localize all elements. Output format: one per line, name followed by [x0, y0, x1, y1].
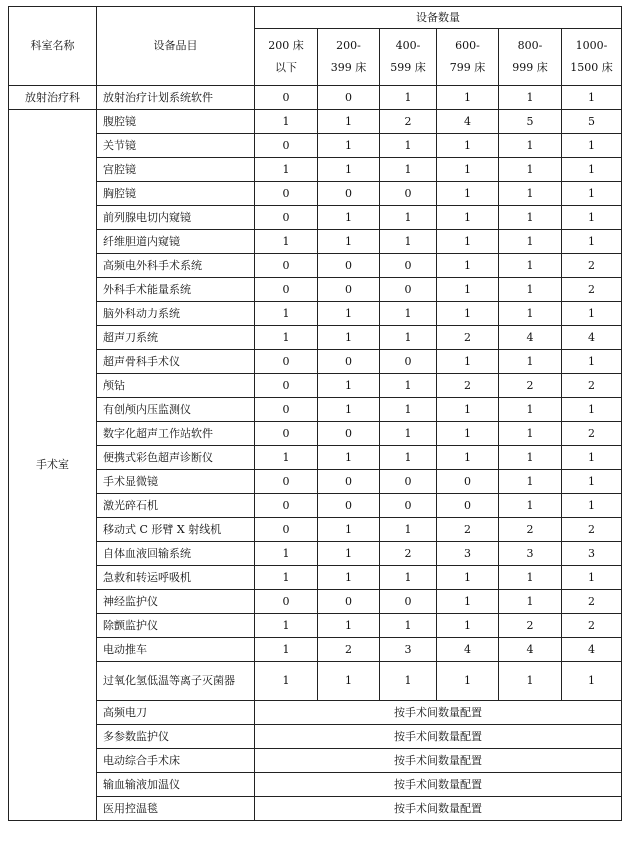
quantity-cell: 0	[255, 86, 318, 110]
quantity-cell: 1	[499, 278, 562, 302]
quantity-cell: 1	[255, 302, 318, 326]
quantity-cell: 0	[318, 182, 380, 206]
quantity-cell: 0	[255, 398, 318, 422]
quantity-cell: 4	[562, 638, 622, 662]
header-bed-range-line: 799 床	[449, 61, 486, 74]
table-row	[9, 725, 622, 749]
quantity-cell: 1	[499, 230, 562, 254]
equipment-item-cell: 纤维胆道内窥镜	[97, 230, 255, 254]
quantity-cell: 2	[499, 518, 562, 542]
quantity-cell: 1	[562, 446, 622, 470]
quantity-cell: 0	[318, 494, 380, 518]
header-bed-range-line: 200 床	[268, 39, 304, 52]
quantity-cell: 1	[499, 254, 562, 278]
quantity-cell: 2	[437, 518, 499, 542]
quantity-cell: 2	[562, 590, 622, 614]
quantity-cell: 1	[380, 230, 437, 254]
quantity-cell: 1	[318, 374, 380, 398]
quantity-cell: 0	[380, 470, 437, 494]
header-quantity-group: 设备数量	[255, 7, 622, 29]
table-row	[9, 254, 622, 278]
quantity-cell: 1	[318, 518, 380, 542]
quantity-cell: 2	[499, 374, 562, 398]
header-item: 设备品目	[97, 7, 255, 86]
equipment-item-cell: 移动式 C 形臂 X 射线机	[97, 518, 255, 542]
quantity-cell: 1	[255, 566, 318, 590]
table-row	[9, 773, 622, 797]
equipment-item-cell: 急救和转运呼吸机	[97, 566, 255, 590]
header-bed-range	[562, 29, 622, 86]
quantity-cell: 1	[562, 662, 622, 701]
quantity-cell: 1	[499, 494, 562, 518]
config-note-cell: 按手术间数量配置	[255, 749, 622, 773]
quantity-cell: 1	[380, 566, 437, 590]
quantity-cell: 1	[499, 350, 562, 374]
quantity-cell: 1	[562, 158, 622, 182]
quantity-cell: 1	[562, 182, 622, 206]
table-row	[9, 638, 622, 662]
quantity-cell: 0	[380, 494, 437, 518]
quantity-cell: 1	[499, 398, 562, 422]
quantity-cell: 0	[255, 374, 318, 398]
quantity-cell: 1	[255, 446, 318, 470]
equipment-item-cell: 超声骨科手术仪	[97, 350, 255, 374]
quantity-cell: 0	[318, 254, 380, 278]
equipment-item-cell: 输血输液加温仪	[97, 773, 255, 797]
table-row	[9, 797, 622, 821]
quantity-cell: 2	[380, 110, 437, 134]
equipment-item-cell: 神经监护仪	[97, 590, 255, 614]
quantity-cell: 1	[499, 86, 562, 110]
quantity-cell: 1	[255, 230, 318, 254]
table-row	[9, 158, 622, 182]
quantity-cell: 3	[562, 542, 622, 566]
equipment-item-cell: 外科手术能量系统	[97, 278, 255, 302]
header-bed-range-line: 以下	[275, 61, 297, 74]
equipment-item-cell: 高频电刀	[97, 701, 255, 725]
quantity-cell: 1	[255, 638, 318, 662]
quantity-cell: 0	[380, 350, 437, 374]
quantity-cell: 0	[255, 470, 318, 494]
table-row	[9, 302, 622, 326]
quantity-cell: 0	[380, 182, 437, 206]
quantity-cell: 3	[499, 542, 562, 566]
quantity-cell: 0	[318, 350, 380, 374]
header-bed-range	[255, 29, 318, 86]
table-row	[9, 749, 622, 773]
quantity-cell: 0	[318, 86, 380, 110]
quantity-cell: 1	[255, 614, 318, 638]
quantity-cell: 1	[499, 182, 562, 206]
quantity-cell: 1	[380, 422, 437, 446]
quantity-cell: 1	[380, 86, 437, 110]
table-row	[9, 134, 622, 158]
table-row	[9, 350, 622, 374]
quantity-cell: 4	[499, 638, 562, 662]
quantity-cell: 1	[318, 206, 380, 230]
quantity-cell: 1	[255, 542, 318, 566]
table-row	[9, 110, 622, 134]
quantity-cell: 4	[437, 638, 499, 662]
quantity-cell: 1	[318, 110, 380, 134]
header-bed-range	[437, 29, 499, 86]
quantity-cell: 1	[499, 446, 562, 470]
equipment-item-cell: 高频电外科手术系统	[97, 254, 255, 278]
table-row	[9, 446, 622, 470]
quantity-cell: 1	[380, 326, 437, 350]
quantity-cell: 1	[318, 542, 380, 566]
quantity-cell: 1	[380, 206, 437, 230]
header-bed-range	[499, 29, 562, 86]
quantity-cell: 3	[380, 638, 437, 662]
config-note-cell: 按手术间数量配置	[255, 773, 622, 797]
quantity-cell: 1	[499, 566, 562, 590]
equipment-item-cell: 多参数监护仪	[97, 725, 255, 749]
quantity-cell: 0	[255, 518, 318, 542]
quantity-cell: 4	[437, 110, 499, 134]
header-bed-range-line: 1500 床	[570, 61, 613, 74]
quantity-cell: 1	[437, 230, 499, 254]
table-row	[9, 182, 622, 206]
quantity-cell: 0	[318, 422, 380, 446]
table-row	[9, 230, 622, 254]
dept-name-cell: 手术室	[9, 110, 97, 821]
header-bed-range-line: 399 床	[330, 61, 367, 74]
quantity-cell: 1	[437, 86, 499, 110]
equipment-item-cell: 电动综合手术床	[97, 749, 255, 773]
quantity-cell: 5	[562, 110, 622, 134]
quantity-cell: 0	[255, 206, 318, 230]
equipment-item-cell: 脑外科动力系统	[97, 302, 255, 326]
quantity-cell: 1	[380, 302, 437, 326]
quantity-cell: 1	[437, 134, 499, 158]
equipment-item-cell: 胸腔镜	[97, 182, 255, 206]
quantity-cell: 5	[499, 110, 562, 134]
config-note-cell: 按手术间数量配置	[255, 725, 622, 749]
table-row	[9, 494, 622, 518]
quantity-cell: 1	[318, 134, 380, 158]
quantity-cell: 2	[562, 422, 622, 446]
equipment-table-page	[8, 6, 621, 821]
dept-name-cell: 放射治疗科	[9, 86, 97, 110]
quantity-cell: 1	[318, 230, 380, 254]
quantity-cell: 1	[318, 302, 380, 326]
quantity-cell: 1	[437, 446, 499, 470]
quantity-cell: 2	[562, 374, 622, 398]
equipment-item-cell: 腹腔镜	[97, 110, 255, 134]
quantity-cell: 1	[499, 590, 562, 614]
quantity-cell: 0	[255, 182, 318, 206]
header-bed-range-line: 600-	[455, 39, 480, 52]
quantity-cell: 1	[318, 662, 380, 701]
quantity-cell: 1	[437, 662, 499, 701]
quantity-cell: 1	[562, 206, 622, 230]
equipment-item-cell: 有创颅内压监测仪	[97, 398, 255, 422]
quantity-cell: 2	[562, 614, 622, 638]
quantity-cell: 1	[562, 470, 622, 494]
quantity-cell: 1	[380, 398, 437, 422]
table-row	[9, 398, 622, 422]
quantity-cell: 1	[437, 590, 499, 614]
header-bed-range-line: 999 床	[512, 61, 548, 74]
quantity-cell: 1	[380, 614, 437, 638]
equipment-item-cell: 自体血液回输系统	[97, 542, 255, 566]
header-bed-range-line: 599 床	[390, 61, 426, 74]
header-dept: 科室名称	[9, 7, 97, 86]
quantity-cell: 1	[255, 662, 318, 701]
quantity-cell: 0	[255, 254, 318, 278]
quantity-cell: 1	[437, 422, 499, 446]
quantity-cell: 1	[318, 614, 380, 638]
header-bed-range-line: 1000-	[575, 39, 608, 52]
table-row	[9, 662, 622, 701]
quantity-cell: 2	[562, 278, 622, 302]
quantity-cell: 2	[318, 638, 380, 662]
equipment-item-cell: 数字化超声工作站软件	[97, 422, 255, 446]
quantity-cell: 1	[318, 326, 380, 350]
quantity-cell: 0	[255, 494, 318, 518]
equipment-item-cell: 过氧化氢低温等离子灭菌器	[97, 662, 255, 701]
quantity-cell: 1	[437, 614, 499, 638]
quantity-cell: 1	[562, 566, 622, 590]
quantity-cell: 2	[437, 374, 499, 398]
table-row	[9, 374, 622, 398]
quantity-cell: 1	[499, 422, 562, 446]
quantity-cell: 1	[562, 398, 622, 422]
quantity-cell: 4	[499, 326, 562, 350]
table-row	[9, 614, 622, 638]
quantity-cell: 1	[255, 158, 318, 182]
quantity-cell: 2	[437, 326, 499, 350]
table-row	[9, 470, 622, 494]
header-bed-range-line: 800-	[517, 39, 543, 52]
table-row	[9, 590, 622, 614]
quantity-cell: 0	[255, 350, 318, 374]
quantity-cell: 1	[318, 566, 380, 590]
quantity-cell: 1	[562, 350, 622, 374]
equipment-item-cell: 除颤监护仪	[97, 614, 255, 638]
table-row	[9, 518, 622, 542]
header-bed-range	[318, 29, 380, 86]
quantity-cell: 1	[437, 398, 499, 422]
quantity-cell: 1	[562, 494, 622, 518]
quantity-cell: 1	[437, 302, 499, 326]
quantity-cell: 1	[562, 86, 622, 110]
quantity-cell: 1	[255, 326, 318, 350]
quantity-cell: 0	[318, 470, 380, 494]
table-row	[9, 566, 622, 590]
table-row	[9, 542, 622, 566]
table-row	[9, 701, 622, 725]
header-bed-range-line: 200-	[336, 39, 361, 52]
table-row	[9, 86, 622, 110]
quantity-cell: 0	[380, 590, 437, 614]
quantity-cell: 1	[380, 158, 437, 182]
quantity-cell: 1	[318, 446, 380, 470]
quantity-cell: 1	[499, 158, 562, 182]
quantity-cell: 0	[255, 278, 318, 302]
quantity-cell: 1	[499, 470, 562, 494]
equipment-item-cell: 医用控温毯	[97, 797, 255, 821]
quantity-cell: 1	[380, 134, 437, 158]
quantity-cell: 2	[380, 542, 437, 566]
equipment-item-cell: 手术显微镜	[97, 470, 255, 494]
config-note-cell: 按手术间数量配置	[255, 797, 622, 821]
table-row	[9, 206, 622, 230]
quantity-cell: 1	[437, 566, 499, 590]
header-bed-range	[380, 29, 437, 86]
quantity-cell: 2	[562, 254, 622, 278]
quantity-cell: 1	[499, 134, 562, 158]
table-row	[9, 326, 622, 350]
quantity-cell: 0	[255, 590, 318, 614]
quantity-cell: 0	[437, 470, 499, 494]
quantity-cell: 0	[380, 254, 437, 278]
equipment-item-cell: 电动推车	[97, 638, 255, 662]
quantity-cell: 1	[562, 230, 622, 254]
equipment-item-cell: 颅钻	[97, 374, 255, 398]
quantity-cell: 1	[499, 662, 562, 701]
equipment-item-cell: 便携式彩色超声诊断仪	[97, 446, 255, 470]
config-note-cell: 按手术间数量配置	[255, 701, 622, 725]
quantity-cell: 3	[437, 542, 499, 566]
quantity-cell: 1	[437, 254, 499, 278]
quantity-cell: 1	[499, 302, 562, 326]
quantity-cell: 1	[499, 206, 562, 230]
quantity-cell: 1	[437, 182, 499, 206]
header-bed-range-line: 400-	[395, 39, 421, 52]
quantity-cell: 1	[562, 134, 622, 158]
quantity-cell: 0	[255, 422, 318, 446]
quantity-cell: 1	[437, 158, 499, 182]
quantity-cell: 0	[318, 590, 380, 614]
quantity-cell: 1	[562, 302, 622, 326]
quantity-cell: 1	[380, 662, 437, 701]
quantity-cell: 1	[255, 110, 318, 134]
quantity-cell: 2	[499, 614, 562, 638]
quantity-cell: 1	[380, 446, 437, 470]
quantity-cell: 1	[380, 374, 437, 398]
quantity-cell: 0	[437, 494, 499, 518]
quantity-cell: 1	[437, 206, 499, 230]
quantity-cell: 1	[437, 350, 499, 374]
equipment-item-cell: 放射治疗计划系统软件	[97, 86, 255, 110]
quantity-cell: 1	[380, 518, 437, 542]
equipment-item-cell: 前列腺电切内窥镜	[97, 206, 255, 230]
table-row	[9, 278, 622, 302]
quantity-cell: 1	[437, 278, 499, 302]
equipment-item-cell: 宫腔镜	[97, 158, 255, 182]
quantity-cell: 0	[318, 278, 380, 302]
table-row	[9, 422, 622, 446]
quantity-cell: 2	[562, 518, 622, 542]
quantity-cell: 1	[318, 158, 380, 182]
quantity-cell: 1	[318, 398, 380, 422]
quantity-cell: 4	[562, 326, 622, 350]
quantity-cell: 0	[255, 134, 318, 158]
equipment-item-cell: 激光碎石机	[97, 494, 255, 518]
quantity-cell: 0	[380, 278, 437, 302]
equipment-item-cell: 超声刀系统	[97, 326, 255, 350]
equipment-quantity-table	[8, 6, 622, 821]
equipment-item-cell: 关节镜	[97, 134, 255, 158]
